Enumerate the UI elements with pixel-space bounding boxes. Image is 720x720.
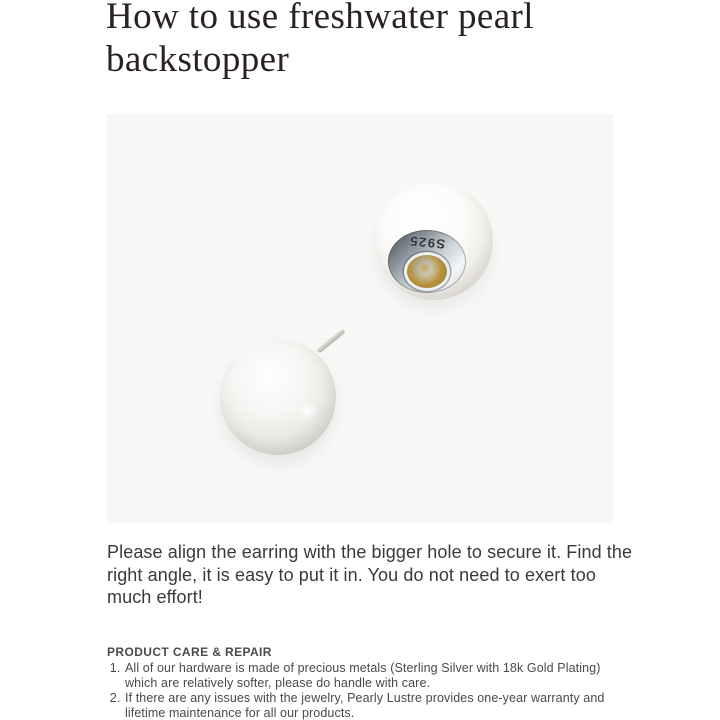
pearl-highlight (294, 402, 320, 420)
s925-stamp-label: S925 (408, 233, 446, 252)
care-repair-section (107, 645, 619, 720)
gold-hole (407, 255, 447, 288)
pearl-backstopper-image (375, 182, 493, 300)
care-repair-title: PRODUCT CARE & REPAIR (107, 645, 272, 659)
page-title: How to use freshwater pearl backstopper (106, 0, 534, 80)
care-repair-list (107, 661, 619, 720)
care-item: 1. All of our hardware is made of precious metals (Sterling Silver with 18k Gold Plating) which are relatively softer, please do handle with care. (124, 661, 619, 691)
earring-post (316, 328, 345, 353)
product-photo (107, 114, 613, 523)
instructions-text: Please align the earring with the bigger hole to secure it. Find the right angle, it is easy to put it in. You do not need to exert too much effort! (107, 542, 633, 608)
care-item: 2. If there are any issues with the jewelry, Pearly Lustre provides one-year warranty and lifetime maintenance for all our products. (124, 691, 619, 720)
silver-fitting (388, 230, 466, 293)
pearl-stud-image (220, 339, 336, 455)
